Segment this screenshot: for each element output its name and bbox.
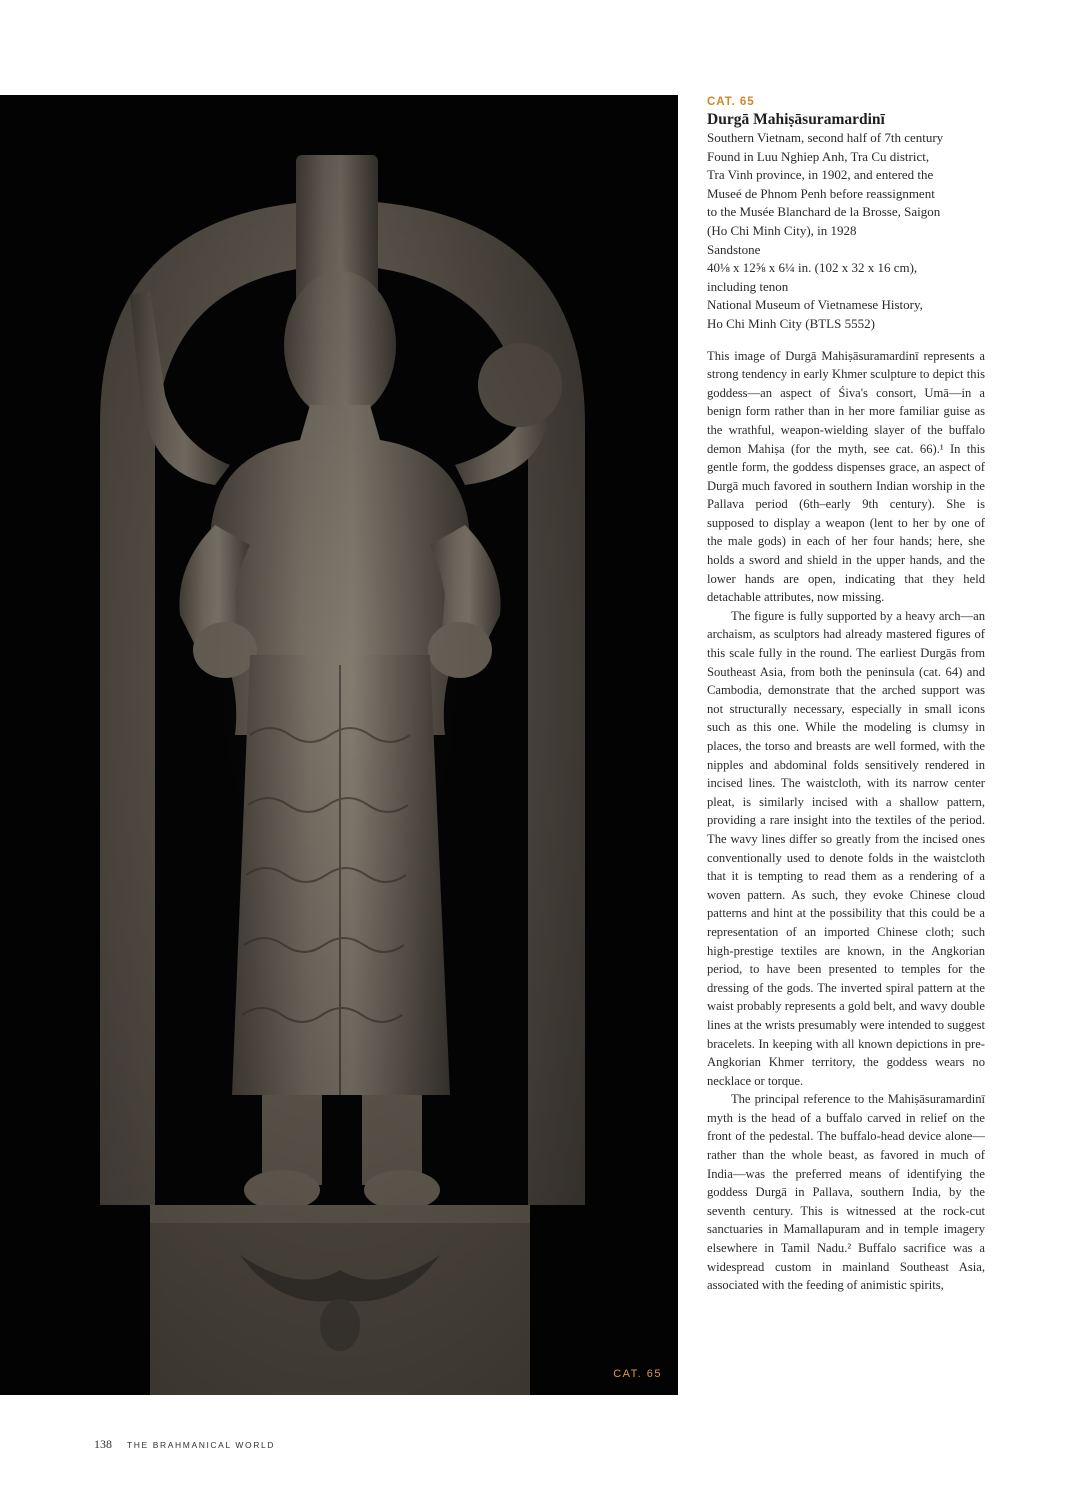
- metadata-line: to the Musée Blanchard de la Brosse, Saigon: [707, 204, 941, 220]
- page-footer: [94, 1437, 275, 1452]
- metadata-line: Sandstone: [707, 241, 761, 257]
- catalogue-entry: [707, 95, 985, 1295]
- metadata-line: Southern Vietnam, second half of 7th century: [707, 130, 944, 145]
- metadata-line: including tenon: [707, 278, 789, 294]
- body-paragraph: The principal reference to the Mahiṣāsuramardinī myth is the head of a buffalo carved in relief on the front of the pedestal. The buffalo-head device alone—rather than the whole beast, as favored in much of India—was the preferred means of identifying the goddess Durgā in Pallava, southern India, by the seventh century. This is witnessed at the rock-cut sanctuaries in Mamallapuram and in temple imagery elsewhere in Tamil Nadu.² Buffalo sacrifice was a widespread custom in mainland Southeast Asia, associated with the feeding of animistic spirits,: [707, 1092, 985, 1293]
- sculpture-photo: [0, 95, 678, 1395]
- body-paragraph: The figure is fully supported by a heavy arch—an archaism, as sculptors had already mastered figures of this scale fully in the round. The earliest Durgās from Southeast Asia, from both the peninsula (cat. 64) and Cambodia, demonstrate that the arched support was not structurally necessary, especially in small icons such as this one. While the modeling is clumsy in places, the torso and breasts are well formed, with the nipples and abdominal folds sensitively rendered in incised lines. The waistcloth, with its narrow center pleat, is similarly incised with a shallow pattern, providing a rare insight into the textiles of the period. The wavy lines differ so greatly from the incised ones conventionally used to denote folds in the waistcloth that it is tempting to read them as a rendering of a woven pattern. As such, they evoke Chinese cloud patterns and hint at the possibility that this could be a representation of an imported Chinese cloth; such high-prestige textiles are known, in the Angkorian period, to have been presented to temples for the dressing of the gods. The inverted spiral pattern at the waist probably represents a gold belt, and wavy double lines at the wrists presumably were intended to suggest bracelets. In keeping with all known depictions in pre-Angkorian Khmer territory, the goddess wears no necklace or torque.: [707, 608, 985, 1088]
- entry-body: [707, 347, 985, 1295]
- metadata-line: Found in Luu Nghiep Anh, Tra Cu district,: [707, 148, 930, 164]
- entry-title: Durgā Mahiṣāsuramardinī: [707, 111, 885, 128]
- metadata-line: 40⅛ x 12⅝ x 6¼ in. (102 x 32 x 16 cm),: [707, 260, 918, 276]
- photo-caption: CAT. 65: [613, 1368, 662, 1380]
- metadata-line: Ho Chi Minh City (BTLS 5552): [707, 315, 875, 331]
- catalogue-number: CAT. 65: [707, 96, 755, 108]
- running-head: THE BRAHMANICAL WORLD: [127, 1440, 276, 1450]
- metadata-line: Tra Vinh province, in 1902, and entered the: [707, 167, 934, 183]
- object-metadata: [707, 129, 985, 334]
- body-paragraph: This image of Durgā Mahiṣāsuramardinī represents a strong tendency in early Khmer sculpture to depict this goddess—an aspect of Śiva's consort, Umā—in a benign form rather than in her more familiar guise as the wrathful, weapon-wielding slayer of the buffalo demon Mahiṣa (for the myth, see cat. 66).¹ In this gentle form, the goddess dispenses grace, an aspect of Durgā much favored in southern Indian worship in the Pallava period (6th–early 9th century). She is supposed to display a weapon (lent to her by one of the male gods) in each of her four hands; here, she holds a sword and shield in the upper hands, and the lower hands are open, indicating that they held detachable attributes, now missing.: [707, 348, 985, 605]
- metadata-line: Museé de Phnom Penh before reassignment: [707, 185, 935, 201]
- durga-sculpture-image: [0, 95, 678, 1395]
- page-number: 138: [94, 1437, 112, 1451]
- metadata-line: (Ho Chi Minh City), in 1928: [707, 222, 857, 238]
- metadata-line: National Museum of Vietnamese History,: [707, 297, 923, 313]
